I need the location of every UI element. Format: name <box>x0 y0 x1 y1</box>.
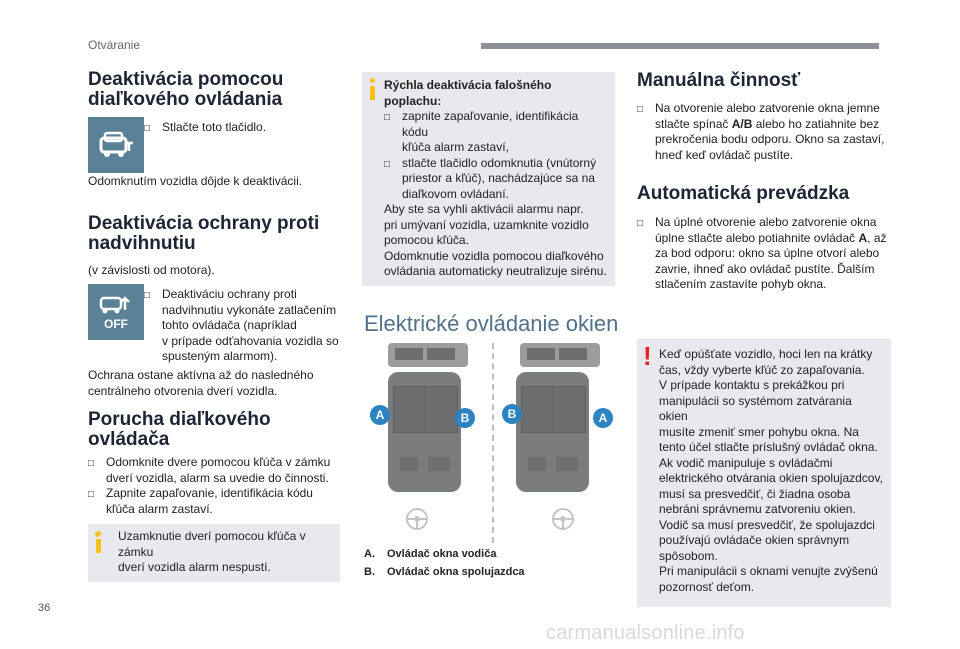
bullet-mark: □ <box>384 112 391 123</box>
window-switch-a <box>393 386 426 433</box>
legend-text: Ovládač okna vodiča <box>387 548 497 560</box>
driver-switch-panel <box>388 372 461 492</box>
bullet-text <box>655 101 884 163</box>
window-switch-a <box>553 386 586 433</box>
warning-box <box>637 339 891 607</box>
info-bullet-ignition <box>384 109 607 156</box>
info-icon-dot <box>370 78 375 83</box>
callout-a-left: A <box>370 405 390 425</box>
passenger-switch-panel <box>516 372 589 492</box>
lock-switch <box>528 457 546 471</box>
illustration-divider <box>492 343 494 543</box>
window-switch-small <box>527 348 555 360</box>
section-label: Otváranie <box>88 38 141 52</box>
steering-wheel-icon <box>404 506 430 537</box>
bullet-text <box>655 215 887 293</box>
lock-switch <box>428 457 450 471</box>
off-label: OFF <box>104 317 128 331</box>
bullet-text: Odomknite dvere pomocou kľúča v zámku dverí vozidla, alarm sa uvedie do činnosti. <box>106 455 331 485</box>
window-switch-b <box>521 386 554 433</box>
switch-ref: A/B <box>731 116 753 131</box>
header-bar <box>481 43 879 49</box>
heading-remote-failure: Porucha diaľkového ovládača <box>88 409 271 450</box>
info-text: Uzamknutie dverí pomocou kľúča v zámku dverí vozidla alarm nespustí. <box>118 529 306 574</box>
bullet-unlock-with-key <box>88 455 346 486</box>
anti-lift-off-tile <box>88 284 144 340</box>
legend-text: Ovládač okna spolujazdca <box>387 566 525 578</box>
heading-anti-lift: Deaktivácia ochrany proti nadvihnutiu <box>88 213 320 254</box>
info-bullet-unlock-button <box>384 156 607 203</box>
para-unlock-deactivation: Odomknutím vozidla dôjde k deaktivácii. <box>88 174 303 188</box>
bullet-mark: □ <box>88 458 95 469</box>
window-switch-small <box>427 348 455 360</box>
legend <box>364 545 525 581</box>
title-electric-windows: Elektrické ovládanie okien <box>364 311 619 336</box>
callout-a-right: A <box>593 408 613 428</box>
legend-item-b <box>364 563 525 581</box>
text-part: , až za bod odporu: okno sa úplne otvorí alebo zavrie, ihneď ako ovládač pustíte. Ďalším stlačením zastavíte pohyb okna. <box>655 230 887 291</box>
page-number: 36 <box>38 602 51 614</box>
bullet-mark: □ <box>637 218 644 229</box>
steering-wheel-icon <box>550 506 576 537</box>
bullet-text: zapnite zapaľovanie, identifikácia kódu kľúča alarm zastaví, <box>402 109 579 154</box>
callout-b-left: B <box>455 408 475 428</box>
switch-ref: A <box>858 230 868 245</box>
car-unlock-icon <box>96 125 136 165</box>
bullet-automatic <box>637 215 897 293</box>
text-part: Na úplné otvorenie alebo zatvorenie okna úplne stlačte alebo potiahnite ovládač <box>655 215 877 245</box>
remote-unlock-tile <box>88 117 144 173</box>
info-box-lock-key <box>88 524 340 582</box>
window-switch-small <box>395 348 423 360</box>
text-part: Na otvorenie alebo zatvorenie okna jemne stlačte spínač <box>655 101 880 131</box>
car-lift-off-icon <box>96 292 136 332</box>
bullet-mark: □ <box>637 104 644 115</box>
warning-icon: ! <box>643 341 652 371</box>
para-engine-dependent: (v závislosti od motora). <box>88 263 215 277</box>
para-protection-active: Ochrana ostane aktívna až do nasledného centrálneho otvorenia dverí vozidla. <box>88 368 314 398</box>
bullet-mark: □ <box>88 489 95 500</box>
info-title: Rýchla deaktivácia falošného poplachu: <box>384 78 552 108</box>
bullet-text: Stlačte toto tlačidlo. <box>162 120 267 134</box>
bullet-anti-lift <box>144 287 354 365</box>
bullet-mark: □ <box>144 123 151 134</box>
bullet-press-button <box>144 120 334 137</box>
heading-remote-deactivation: Deaktivácia pomocou diaľkového ovládania <box>88 69 284 110</box>
failure-bullets <box>88 455 346 517</box>
lock-switch <box>556 457 578 471</box>
heading-automatic-operation: Automatická prevádzka <box>637 183 850 204</box>
legend-key: A. <box>364 548 375 560</box>
callout-b-right: B <box>502 404 522 424</box>
bullet-text: Zapnite zapaľovanie, identifikácia kódu kľúča alarm zastaví. <box>106 486 313 516</box>
legend-item-a <box>364 545 525 563</box>
bullet-text: Deaktiváciu ochrany proti nadvihnutiu vykonáte zatlačením tohto ovládača (napríklad v prípade odťahovania vozidla so spusteným alarmom). <box>162 287 339 363</box>
info-icon-dot <box>96 531 101 536</box>
heading-manual-operation: Manuálna činnosť <box>637 70 801 91</box>
info-icon <box>96 539 101 553</box>
legend-key: B. <box>364 566 375 578</box>
info-box-false-alarm <box>362 72 615 286</box>
window-switch-b <box>425 386 458 433</box>
lock-switch <box>400 457 418 471</box>
warning-text: Keď opúšťate vozidlo, hoci len na krátky čas, vždy vyberte kľúč zo zapaľovania. V prípade kontaktu s prekážkou pri manipulácii so systémom zatvárania okien musíte zmeniť smer pohybu okna. Na tento účel stlačte príslušný ovládač okna. Ak vodič manipuluje s ovládačmi elektrického otvárania okien spolujazdcov, musí sa presvedčiť, či žiadna osoba nebráni správnemu zatvoreniu okien. Vodič sa musí presvedčiť, že spolujazdci používajú ovládače okien správnym spôsobom. Pri manipulácii s oknami venujte zvýšenú pozornosť deťom. <box>659 347 883 594</box>
bullet-manual <box>637 101 897 163</box>
bullet-mark: □ <box>144 290 151 301</box>
window-switch-small <box>559 348 587 360</box>
watermark: carmanualsonline.info <box>546 622 745 644</box>
bullet-text: stlačte tlačidlo odomknutia (vnútorný priestor a kľúč), nachádzajúce sa na diaľkovom ovládaní. <box>402 155 597 201</box>
bullet-mark: □ <box>384 158 391 170</box>
bullet-ignition-on <box>88 486 346 517</box>
info-rest-text: Aby ste sa vyhli aktivácii alarmu napr. pri umývaní vozidla, uzamknite vozidlo pomocou kľúča. Odomknutie vozidla pomocou diaľkového ovládania automaticky neutralizuje sirénu. <box>384 202 607 278</box>
info-icon <box>370 86 375 100</box>
text-part: alebo ho zatiahnite bez prekročenia bodu odporu. Okno sa zastaví, hneď keď ovládač pustíte. <box>655 116 885 162</box>
